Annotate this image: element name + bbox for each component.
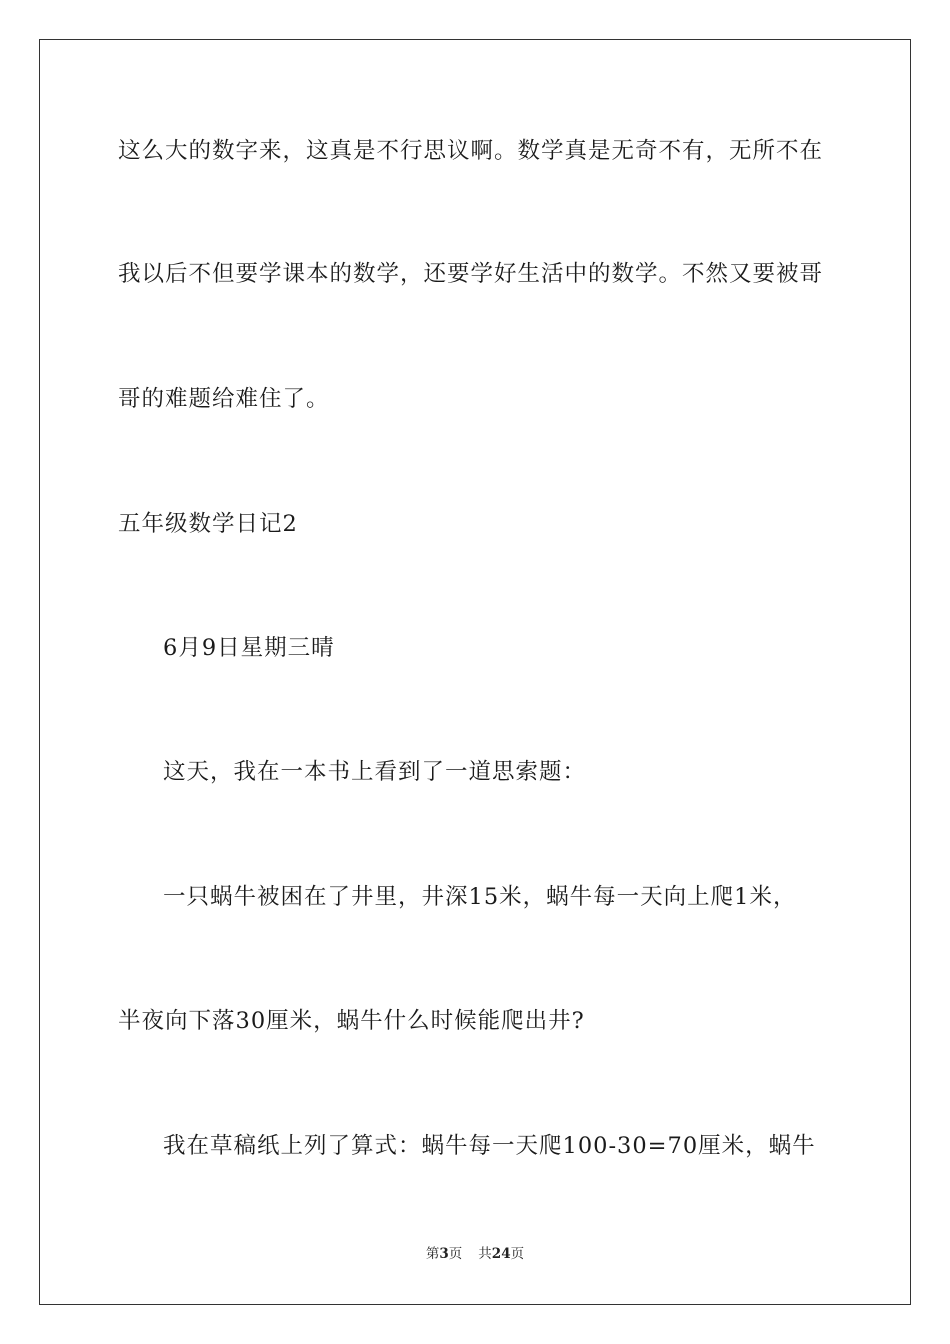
footer-total-suffix: 页: [510, 1246, 525, 1262]
paragraph-line: 我在草稿纸上列了算式：蜗牛每一天爬100-30=70厘米，蜗牛: [163, 1133, 816, 1159]
paragraph-line: 这么大的数字来，这真是不行思议啊。数学真是无奇不有，无所不在: [118, 138, 824, 164]
section-heading: 五年级数学日记2: [118, 511, 298, 537]
paragraph-line: 一只蜗牛被困在了井里，井深15米，蜗牛每一天向上爬1米，: [163, 884, 797, 910]
paragraph-line: 我以后不但要学课本的数学，还要学好生活中的数学。不然又要被哥: [118, 261, 824, 287]
paragraph-line: 哥的难题给难住了。: [118, 386, 330, 412]
page-frame: [39, 39, 911, 1305]
footer-total-pages: 24: [491, 1246, 511, 1262]
footer-page-suffix: 页: [448, 1246, 463, 1262]
paragraph-line: 这天，我在一本书上看到了一道思索题：: [163, 759, 587, 785]
paragraph-line: 半夜向下落30厘米，蜗牛什么时候能爬出井?: [118, 1008, 585, 1034]
page-footer: [0, 1244, 950, 1264]
footer-page-number: 3: [439, 1246, 449, 1262]
footer-page-prefix: 第: [425, 1246, 440, 1262]
footer-total-prefix: 共: [478, 1246, 492, 1262]
diary-date-line: 6月9日星期三晴: [163, 635, 335, 661]
